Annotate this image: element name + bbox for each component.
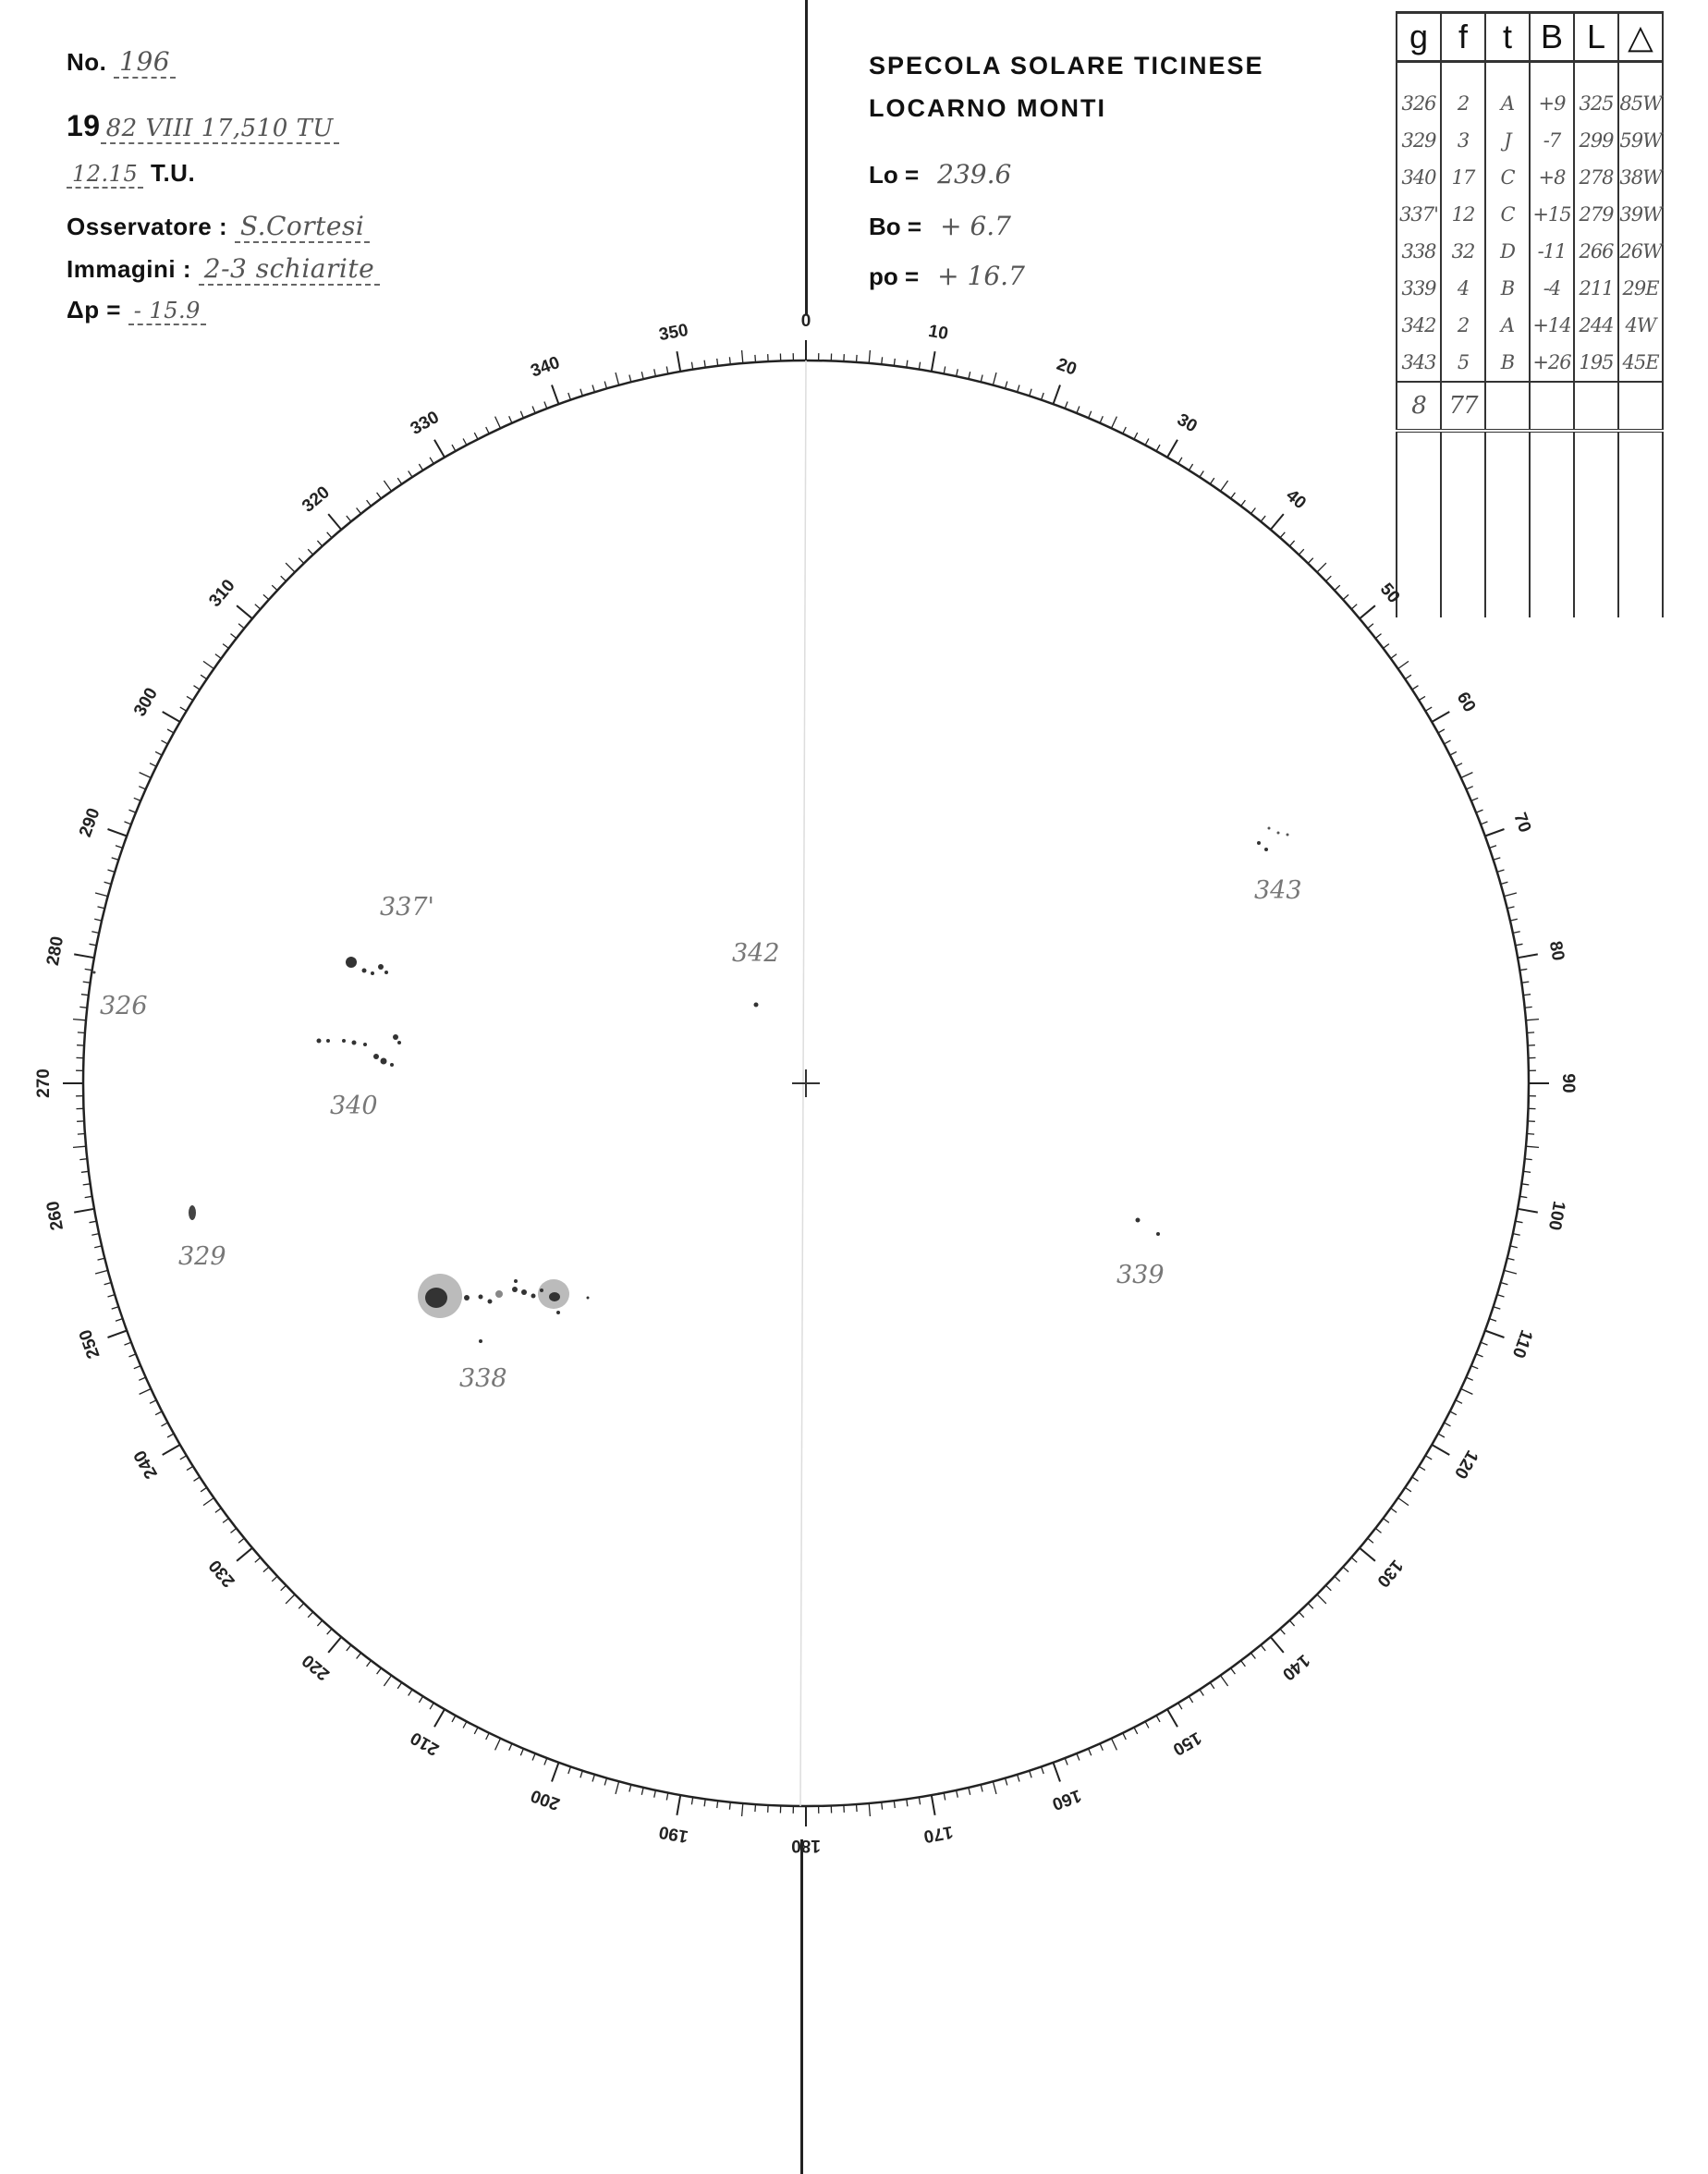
degree-label: 210 [407,1728,443,1760]
header-g: g [1397,13,1441,62]
delta-p-value: - 15.9 [128,298,206,325]
cell-l: 299 [1574,122,1618,159]
degree-label: 230 [205,1556,239,1591]
degree-label: 250 [75,1326,104,1362]
degree-label: 150 [1169,1728,1205,1760]
degree-tick [203,661,214,668]
degree-tick [1485,829,1505,837]
degree-tick [1518,954,1538,958]
degree-label: 110 [1507,1326,1536,1361]
degree-tick [1317,563,1326,572]
degree-tick [1221,481,1228,491]
cell-b: +8 [1530,159,1574,196]
images-label: Immagini : [67,255,192,283]
cell-l: 278 [1574,159,1618,196]
cell-delta: 45E [1618,344,1663,382]
degree-tick [677,1795,680,1815]
degree-tick [1398,661,1409,668]
degree-label: 120 [1450,1447,1482,1483]
cell-f: 17 [1441,159,1485,196]
degree-tick [993,373,996,385]
degree-tick [742,1803,743,1816]
sunspot-group-338 [418,1274,590,1343]
cell-delta: 85W [1618,62,1663,123]
degree-label: 160 [1049,1785,1084,1814]
header-b: B [1530,13,1574,62]
degree-label: 270 [34,1069,55,1098]
observer-value: S.Cortesi [235,211,370,243]
degree-label: 30 [1173,409,1201,437]
time-unit: T.U. [150,159,196,187]
degree-tick [869,1803,870,1816]
cell-l: 195 [1574,344,1618,382]
degree-tick [1504,893,1517,897]
degree-label: 50 [1375,580,1404,607]
degree-tick [384,481,391,491]
sunspot-group-337-prime [346,957,388,975]
degree-tick [237,1548,252,1561]
cell-f: 2 [1441,62,1485,123]
degree-tick [1167,1709,1177,1727]
cell-f: 4 [1441,270,1485,307]
degree-tick [742,350,743,363]
degree-label: 180 [791,1835,821,1855]
group-label-340: 340 [330,1092,378,1120]
time-value: 12.15 [67,161,143,189]
degree-tick [434,440,445,458]
degree-label: 300 [129,684,162,720]
degree-tick [1461,773,1473,778]
degree-label: 260 [43,1199,68,1232]
degree-tick [1054,1763,1061,1782]
cell-f: 3 [1441,122,1485,159]
degree-label: 240 [129,1447,162,1483]
degree-tick [495,1739,501,1751]
cell-b: -11 [1530,233,1574,270]
date-value: 82 VIII 17,510 TU [101,115,339,144]
degree-tick [869,350,870,363]
group-label-342: 342 [732,939,780,968]
degree-tick [1485,1331,1505,1338]
observer-label: Osservatore : [67,213,228,240]
degree-label: 70 [1509,810,1535,836]
degree-tick [140,773,152,778]
degree-label: 190 [657,1821,690,1847]
degree-tick [286,563,295,572]
cell-t: A [1485,307,1530,344]
group-label-338: 338 [459,1364,507,1393]
cell-g: 340 [1397,159,1441,196]
degree-tick [74,954,94,958]
cell-b: +15 [1530,196,1574,233]
degree-tick [1054,385,1061,405]
header-f: f [1441,13,1485,62]
degree-label: 100 [1543,1199,1569,1232]
degree-label: 130 [1372,1556,1407,1591]
total-groups: 8 [1397,382,1441,431]
cell-delta: 39W [1618,196,1663,233]
cell-t: D [1485,233,1530,270]
degree-tick [203,1498,214,1506]
degree-label: 310 [205,576,239,611]
param-lo-value: 239.6 [937,159,1012,189]
header-delta: △ [1618,13,1663,62]
degree-label: 80 [1544,939,1568,963]
degree-tick [95,893,108,897]
degree-tick [1526,1146,1539,1147]
observatory-name: SPECOLA SOLARE TICINESE [869,52,1264,79]
cell-g: 342 [1397,307,1441,344]
degree-label: 350 [657,320,690,346]
report-number-value: 196 [114,46,176,79]
cell-b: +26 [1530,344,1574,382]
param-bo-value: + 6.7 [940,211,1011,241]
cell-g: 326 [1397,62,1441,123]
degree-tick [384,1676,391,1686]
degree-label: 200 [528,1785,563,1814]
cell-f: 32 [1441,233,1485,270]
cell-l: 211 [1574,270,1618,307]
degree-label: 140 [1278,1650,1313,1684]
cell-l: 244 [1574,307,1618,344]
param-bo-label: Bo = [869,213,922,240]
cell-g: 338 [1397,233,1441,270]
cell-b: -4 [1530,270,1574,307]
cell-t: C [1485,159,1530,196]
degree-label: 290 [75,805,104,840]
degree-tick [1432,1445,1449,1455]
delta-p-label: Δp = [67,296,121,324]
degree-label: 60 [1452,689,1480,716]
group-label-326: 326 [100,992,148,1020]
degree-tick [1167,440,1177,458]
sunspot-group-326 [93,971,96,974]
group-label-343: 343 [1254,876,1302,905]
degree-tick [1271,1637,1284,1653]
cell-b: +9 [1530,62,1574,123]
cell-b: +14 [1530,307,1574,344]
degree-tick [1360,605,1375,618]
degree-label: 20 [1054,354,1080,380]
degree-tick [328,1637,341,1653]
cell-t: J [1485,122,1530,159]
sunspot-group-340 [317,1034,402,1067]
cell-t: B [1485,344,1530,382]
degree-tick [993,1781,996,1794]
param-po-value: + 16.7 [937,261,1025,291]
degree-tick [1360,1548,1375,1561]
total-spots: 77 [1441,382,1485,431]
degree-tick [237,605,252,618]
degree-tick [1504,1270,1517,1274]
degree-tick [163,712,180,722]
degree-tick [932,351,935,372]
cell-f: 12 [1441,196,1485,233]
degree-label: 280 [43,934,68,968]
degree-label: 220 [299,1650,334,1684]
degree-tick [1518,1209,1538,1213]
degree-tick [1112,1739,1117,1751]
degree-label: 170 [921,1821,955,1847]
degree-tick [552,1763,559,1782]
cell-delta: 4W [1618,307,1663,344]
report-number-label: No. [67,48,107,76]
degree-tick [1432,712,1449,722]
year-prefix: 19 [67,109,101,142]
cell-l: 325 [1574,62,1618,123]
cell-delta: 26W [1618,233,1663,270]
degree-tick [1398,1498,1409,1506]
degree-tick [108,1331,128,1338]
cell-f: 2 [1441,307,1485,344]
degree-tick [434,1709,445,1727]
cell-f: 5 [1441,344,1485,382]
degree-tick [328,514,341,530]
cell-t: A [1485,62,1530,123]
degree-tick [677,351,680,372]
cell-l: 279 [1574,196,1618,233]
degree-tick [140,1389,152,1395]
cell-delta: 38W [1618,159,1663,196]
degree-tick [1317,1594,1326,1604]
degree-label: 320 [299,482,334,517]
param-po-label: po = [869,263,920,290]
cell-g: 339 [1397,270,1441,307]
group-label-339: 339 [1116,1261,1165,1289]
degree-tick [495,417,501,429]
cell-t: C [1485,196,1530,233]
degree-tick [1112,417,1117,429]
sunspot-group-339 [1136,1218,1161,1237]
degree-tick [1461,1389,1473,1395]
cell-l: 266 [1574,233,1618,270]
header-t: t [1485,13,1530,62]
degree-tick [95,1270,108,1274]
sunspot-group-342 [754,1003,759,1008]
degree-label: 10 [926,321,950,345]
cell-t: B [1485,270,1530,307]
sunspot-group-343 [1257,827,1289,852]
degree-label: 340 [528,352,563,382]
degree-label: 0 [800,311,811,332]
cell-g: 337' [1397,196,1441,233]
degree-tick [1221,1676,1228,1686]
degree-tick [73,1146,86,1147]
degree-tick [552,385,559,405]
degree-label: 90 [1557,1073,1578,1093]
cell-g: 329 [1397,122,1441,159]
param-lo-label: Lo = [869,161,920,189]
cell-b: -7 [1530,122,1574,159]
cell-delta: 29E [1618,270,1663,307]
degree-tick [1271,514,1284,530]
degree-tick [74,1209,94,1213]
group-label-337-prime: 337' [380,893,434,922]
degree-tick [616,373,619,385]
degree-tick [163,1445,180,1455]
sunspot-group-329 [189,1205,196,1220]
observatory-location: LOCARNO MONTI [869,94,1106,122]
degree-tick [616,1781,619,1794]
cell-delta: 59W [1618,122,1663,159]
group-label-329: 329 [178,1242,226,1271]
degree-tick [108,829,128,837]
degree-label: 330 [407,407,443,439]
header-l: L [1574,13,1618,62]
images-value: 2-3 schiarite [199,253,380,286]
degree-tick [286,1594,295,1604]
cell-g: 343 [1397,344,1441,382]
degree-label: 40 [1282,485,1310,514]
degree-tick [932,1795,935,1815]
